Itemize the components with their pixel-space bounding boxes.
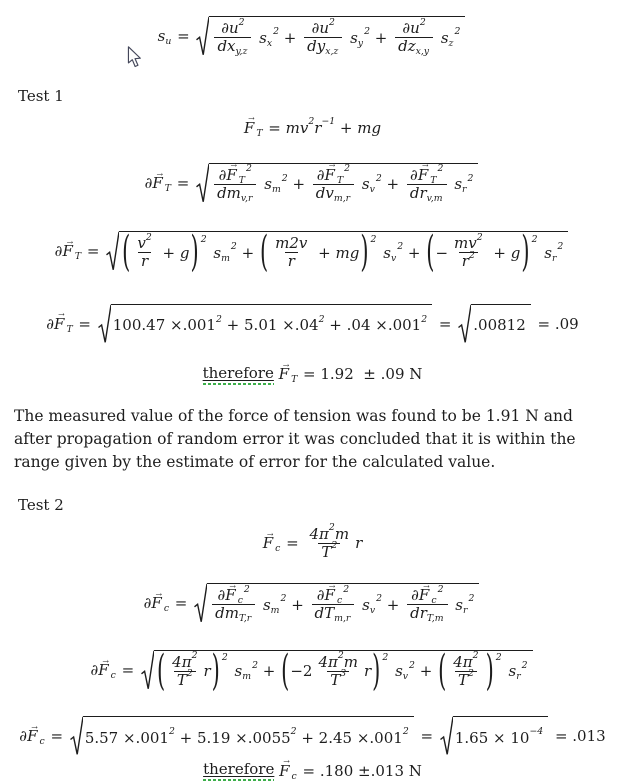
test1-heading: Test 1 [18,86,64,105]
equation-tension-model: F → T = mv 2 r −1 + mg [0,119,625,137]
equation-tension-error-general: ∂ F → T = ∂ F → T 2 dm v,r s m 2 + ∂ F → T 2 dv m,r s v 2 + ∂ F → T 2 dr v,m s r 2 [0,163,625,204]
equation-standard-error-general: s u = ∂u 2 dx y,z s x 2 + ∂u 2 dy x,z s y 2 + ∂u 2 dz x,y s z 2 [0,0,625,57]
equation-centripetal-error-general: ∂ F → c = ∂ F → c 2 dm T,r s m 2 + ∂ F → c 2 dT m,r s v 2 + ∂ F → c 2 dr T,m s r 2 [0,583,625,624]
analysis-paragraph: The measured value of the force of tension was found to be 1.91 N and after propagation of random error it was concluded that it is within the range given by the estimate of error for the calculated value. [14,406,576,471]
centripetal-conclusion-line: therefore F → c = .180 ±.013 N [0,760,625,781]
equation-centripetal-model: F → c = 4π 2 m T 2 r [0,526,625,562]
tension-conclusion-line: therefore F → T = 1.92 ± .09 N [0,364,625,385]
equation-tension-error-expanded: ∂ F → T = ( v 2 r + g ) 2 s m 2 + ( $\frac{m2v}{r}$ + mg ) 2 s v 2 + ( − mv 2 r 2 + g ) 2 s r 2 [0,231,625,272]
equation-centripetal-error-numeric: ∂ F → c = 5.57 ×.001 2 + 5.19 ×.0055 2 + 2.45 ×.001 2 = 1.65 × 10 −4 = .013 [0,716,625,756]
equation-centripetal-error-expanded: ∂ F → c = ( 4π 2 T 2 r ) 2 s m 2 + ( −2 4π 2 m T 3 r ) 2 s v 2 + ( 4π 2 T 2 ) 2 s r 2 [0,650,625,691]
equation-tension-error-numeric: ∂ F → T = 100.47 ×.001 2 + 5.01 ×.04 2 + .04 ×.001 2 = .00812 = .09 [0,304,625,344]
test2-heading: Test 2 [18,495,64,514]
